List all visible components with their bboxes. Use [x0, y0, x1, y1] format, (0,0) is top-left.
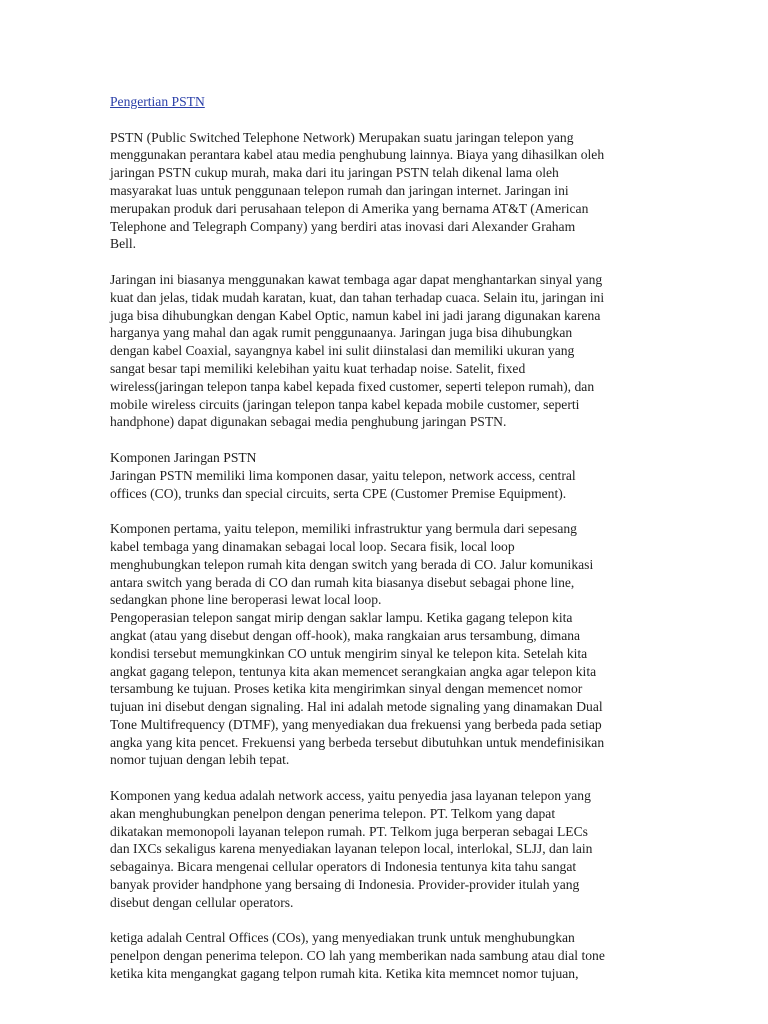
- text-line: menghubungkan telepon rumah kita dengan switch yang berada di CO. Jalur komunikasi: [110, 556, 594, 572]
- text-line: disebut dengan cellular operators.: [110, 894, 294, 910]
- text-line: nomor tujuan dengan lebih tepat.: [110, 752, 290, 768]
- text-line: kuat dan jelas, tidak mudah karatan, kuat, dan tahan terhadap cuaca. Selain itu, jaringan ini: [110, 289, 605, 305]
- text-line: tujuan ini disebut dengan signaling. Hal ini adalah metode signaling yang dinamakan Dual: [110, 699, 603, 715]
- text-line: angka yang kita pencet. Frekuensi yang berbeda tersebut dibutuhkan untuk mendefinisikan: [110, 734, 605, 750]
- paragraph-gap: [110, 431, 680, 449]
- text-line: penelpon dengan penerima telepon. CO lah yang memberikan nada sambung atau dial tone: [110, 948, 605, 964]
- text-line: menggunakan perantara kabel atau media penghubung lainnya. Biaya yang dihasilkan oleh: [110, 147, 605, 163]
- paragraph-gap: [110, 769, 680, 787]
- text-line: Komponen Jaringan PSTN: [110, 449, 257, 465]
- text-line: masyarakat luas untuk penggunaan telepon rumah dan jaringan internet. Jaringan ini: [110, 182, 569, 198]
- text-line: akan menghubungkan penelpon dengan penerima telepon. PT. Telkom yang dapat: [110, 805, 556, 821]
- text-line: wireless(jaringan telepon tanpa kabel kepada fixed customer, seperti telepon rumah), dan: [110, 378, 595, 394]
- text-line: sebagainya. Bicara mengenai cellular operators di Indonesia tentunya kita tahu sangat: [110, 859, 577, 875]
- text-line: jaringan PSTN cukup murah, maka dari itu jaringan PSTN telah dikenal lama oleh: [110, 165, 559, 181]
- paragraph: [110, 271, 680, 431]
- text-line: angkat (atau yang disebut dengan off-hook), maka rangkaian arus tersambung, dimana: [110, 627, 581, 643]
- text-line: kondisi tersebut memungkinkan CO untuk mengirim sinyal ke telepon kita. Setelah kita: [110, 645, 588, 661]
- text-line: Jaringan ini biasanya menggunakan kawat tembaga agar dapat menghantarkan sinyal yang: [110, 271, 603, 287]
- paragraph: [110, 520, 680, 769]
- text-line: handphone) dapat digunakan sebagai media penghubung jaringan PSTN.: [110, 414, 507, 430]
- text-line: dengan kabel Coaxial, sayangnya kabel ini sulit diinstalasi dan memiliki ukuran yang: [110, 343, 575, 359]
- paragraph-gap: [110, 502, 680, 520]
- paragraph: [110, 787, 680, 912]
- text-line: sedangkan phone line beroperasi lewat local loop.: [110, 592, 382, 608]
- text-line: tersambung ke tujuan. Proses ketika kita mengirimkan sinyal dengan memencet nomor: [110, 681, 583, 697]
- document-body: [110, 93, 680, 983]
- paragraph: [110, 129, 680, 254]
- text-line: mobile wireless circuits (jaringan telepon tanpa kabel kepada mobile customer, seperti: [110, 396, 580, 412]
- text-line: merupakan produk dari perusahaan telepon di Amerika yang bernama AT&T (American: [110, 200, 589, 216]
- text-line: Komponen pertama, yaitu telepon, memiliki infrastruktur yang bermula dari sepesang: [110, 521, 577, 537]
- paragraph-gap: [110, 912, 680, 930]
- text-line: harganya yang mahal dan agak rumit penggunaanya. Jaringan juga bisa dihubungkan: [110, 325, 573, 341]
- text-line: Jaringan PSTN memiliki lima komponen dasar, yaitu telepon, network access, central: [110, 467, 576, 483]
- paragraph: [110, 929, 680, 982]
- text-line: PSTN (Public Switched Telephone Network) Merupakan suatu jaringan telepon yang: [110, 129, 574, 145]
- text-line: ketika kita mengangkat gagang telpon rumah kita. Ketika kita memncet nomor tujuan,: [110, 966, 579, 982]
- text-line: dikatakan memonopoli layanan telepon rumah. PT. Telkom juga berperan sebagai LECs: [110, 823, 588, 839]
- text-line: antara switch yang berada di CO dan rumah kita biasanya disebut sebagai phone line,: [110, 574, 575, 590]
- text-line: dan IXCs sekaligus karena menyediakan layanan telepon local, interlokal, SLJJ, dan lain: [110, 841, 593, 857]
- text-line: Telephone and Telegraph Company) yang berdiri atas inovasi dari Alexander Graham: [110, 218, 576, 234]
- title-link[interactable]: Pengertian PSTN: [110, 94, 205, 109]
- text-line: ketiga adalah Central Offices (COs), yang menyediakan trunk untuk menghubungkan: [110, 930, 575, 946]
- paragraph-gap: [110, 111, 680, 129]
- text-line: Tone Multifrequency (DTMF), yang menyediakan dua frekuensi yang berbeda pada setiap: [110, 716, 602, 732]
- paragraph: [110, 449, 680, 502]
- text-line: sangat besar tapi memiliki kelebihan yaitu kuat terhadap noise. Satelit, fixed: [110, 360, 526, 376]
- paragraph-list: [110, 129, 680, 983]
- text-line: offices (CO), trunks dan special circuits, serta CPE (Customer Premise Equipment).: [110, 485, 567, 501]
- text-line: juga bisa dihubungkan dengan Kabel Optic, namun kabel ini jadi jarang digunakan karena: [110, 307, 601, 323]
- text-line: Bell.: [110, 236, 137, 252]
- text-line: Komponen yang kedua adalah network access, yaitu penyedia jasa layanan telepon yang: [110, 788, 591, 804]
- text-line: angkat gagang telepon, tentunya kita akan memencet serangkaian angka agar telepon kita: [110, 663, 597, 679]
- text-line: banyak provider handphone yang bersaing di Indonesia. Provider-provider itulah yang: [110, 877, 580, 893]
- text-line: Pengoperasian telepon sangat mirip dengan saklar lampu. Ketika gagang telepon kita: [110, 610, 573, 626]
- paragraph-gap: [110, 253, 680, 271]
- text-line: kabel tembaga yang dinamakan sebagai local loop. Secara fisik, local loop: [110, 538, 515, 554]
